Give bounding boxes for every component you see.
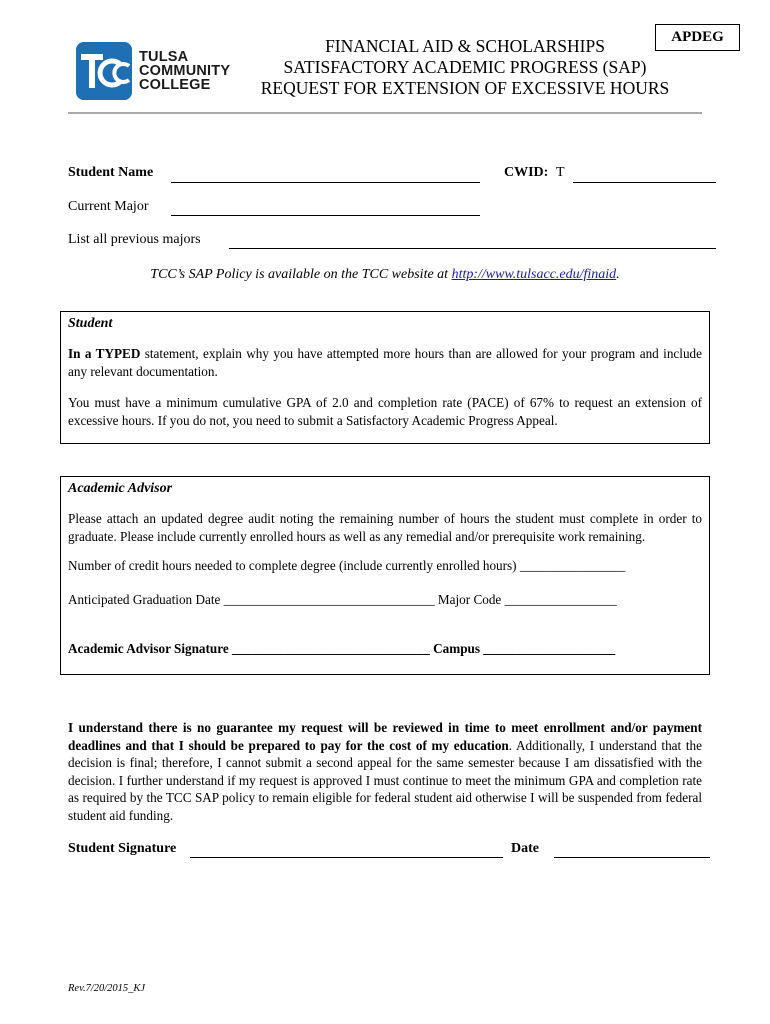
title-line-3: REQUEST FOR EXTENSION OF EXCESSIVE HOURS xyxy=(260,78,670,98)
sap-policy-note xyxy=(0,267,770,283)
graduation-date-field[interactable]: Anticipated Graduation Date ________________________________ Major Code _________________ xyxy=(68,592,617,607)
tcc-logo xyxy=(76,42,241,102)
student-section xyxy=(60,311,710,444)
typed-emphasis: In a TYPED xyxy=(68,346,141,361)
title-line-1: FINANCIAL AID & SCHOLARSHIPS xyxy=(325,36,605,56)
credit-hours-field[interactable]: Number of credit hours needed to complete degree (include currently enrolled hours) ________________ xyxy=(68,558,626,573)
acknowledgement-text xyxy=(68,719,702,824)
logo-line-3: COLLEGE xyxy=(139,77,211,93)
title-line-2: SATISFACTORY ACADEMIC PROGRESS (SAP) xyxy=(283,57,647,77)
advisor-section xyxy=(60,476,710,675)
logo-line-2: COMMUNITY xyxy=(139,63,231,79)
previous-majors-field[interactable] xyxy=(229,248,716,249)
policy-end: . xyxy=(616,267,620,282)
student-signature-field[interactable] xyxy=(190,857,503,858)
cwid-label: CWID: xyxy=(504,165,549,180)
advisor-instructions: Please attach an updated degree audit noting the remaining number of hours the student must complete in order to graduate. Please include currently enrolled hours as well as any remedial and/or prerequisite work remaining. xyxy=(68,511,702,544)
student-instructions xyxy=(68,345,702,380)
student-section-title: Student xyxy=(68,316,113,331)
policy-text: TCC’s SAP Policy is available on the TCC website at xyxy=(150,267,452,282)
revision-note: Rev.7/20/2015_KJ xyxy=(68,983,146,994)
acknowledgement-bold: I understand there is no guarantee my request will be reviewed in time to meet enrollment and/or payment deadlines and that I should be prepared to pay for the cost of my education xyxy=(68,720,702,753)
date-field[interactable] xyxy=(554,857,710,858)
date-label: Date xyxy=(511,841,539,856)
current-major-label: Current Major xyxy=(68,199,149,214)
cwid-prefix: T xyxy=(556,165,565,180)
student-name-field[interactable] xyxy=(171,182,480,183)
logo-wordmark xyxy=(139,50,230,92)
acknowledgement-rest: . Additionally, I understand that the decision is final; therefore, I cannot submit a second appeal for the same semester because I am dissatisfied with the decision. I further understand if my request is approved I must continue to meet the minimum GPA and completion rate as required by the TCC SAP policy to remain eligible for federal student aid otherwise I will be suspended from federal student aid funding. xyxy=(68,737,702,823)
previous-majors-label: List all previous majors xyxy=(68,232,201,247)
current-major-field[interactable] xyxy=(171,215,480,216)
student-name-label: Student Name xyxy=(68,165,154,180)
gpa-requirement: You must have a minimum cumulative GPA of 2.0 and completion rate (PACE) of 67% to request an extension of excessive hours. If you do not, you need to submit a Satisfactory Academic Progress Appeal. xyxy=(68,395,702,428)
form-title xyxy=(250,36,680,99)
advisor-signature-field[interactable]: Academic Advisor Signature ______________________________ Campus ____________________ xyxy=(68,641,616,656)
student-instructions-rest: statement, explain why you have attempted more hours than are allowed for your program and include any relevant documentation. xyxy=(68,346,702,379)
logo-line-1: TULSA xyxy=(139,49,189,65)
form-code-badge: APDEG xyxy=(655,24,740,51)
student-signature-label: Student Signature xyxy=(68,841,177,856)
tcc-monogram-icon xyxy=(76,42,132,100)
tcc-logo-mark xyxy=(76,42,132,100)
header-divider xyxy=(68,112,702,114)
policy-link[interactable]: http://www.tulsacc.edu/finaid xyxy=(451,267,617,282)
cwid-field[interactable] xyxy=(573,182,716,183)
advisor-section-title: Academic Advisor xyxy=(68,481,173,496)
